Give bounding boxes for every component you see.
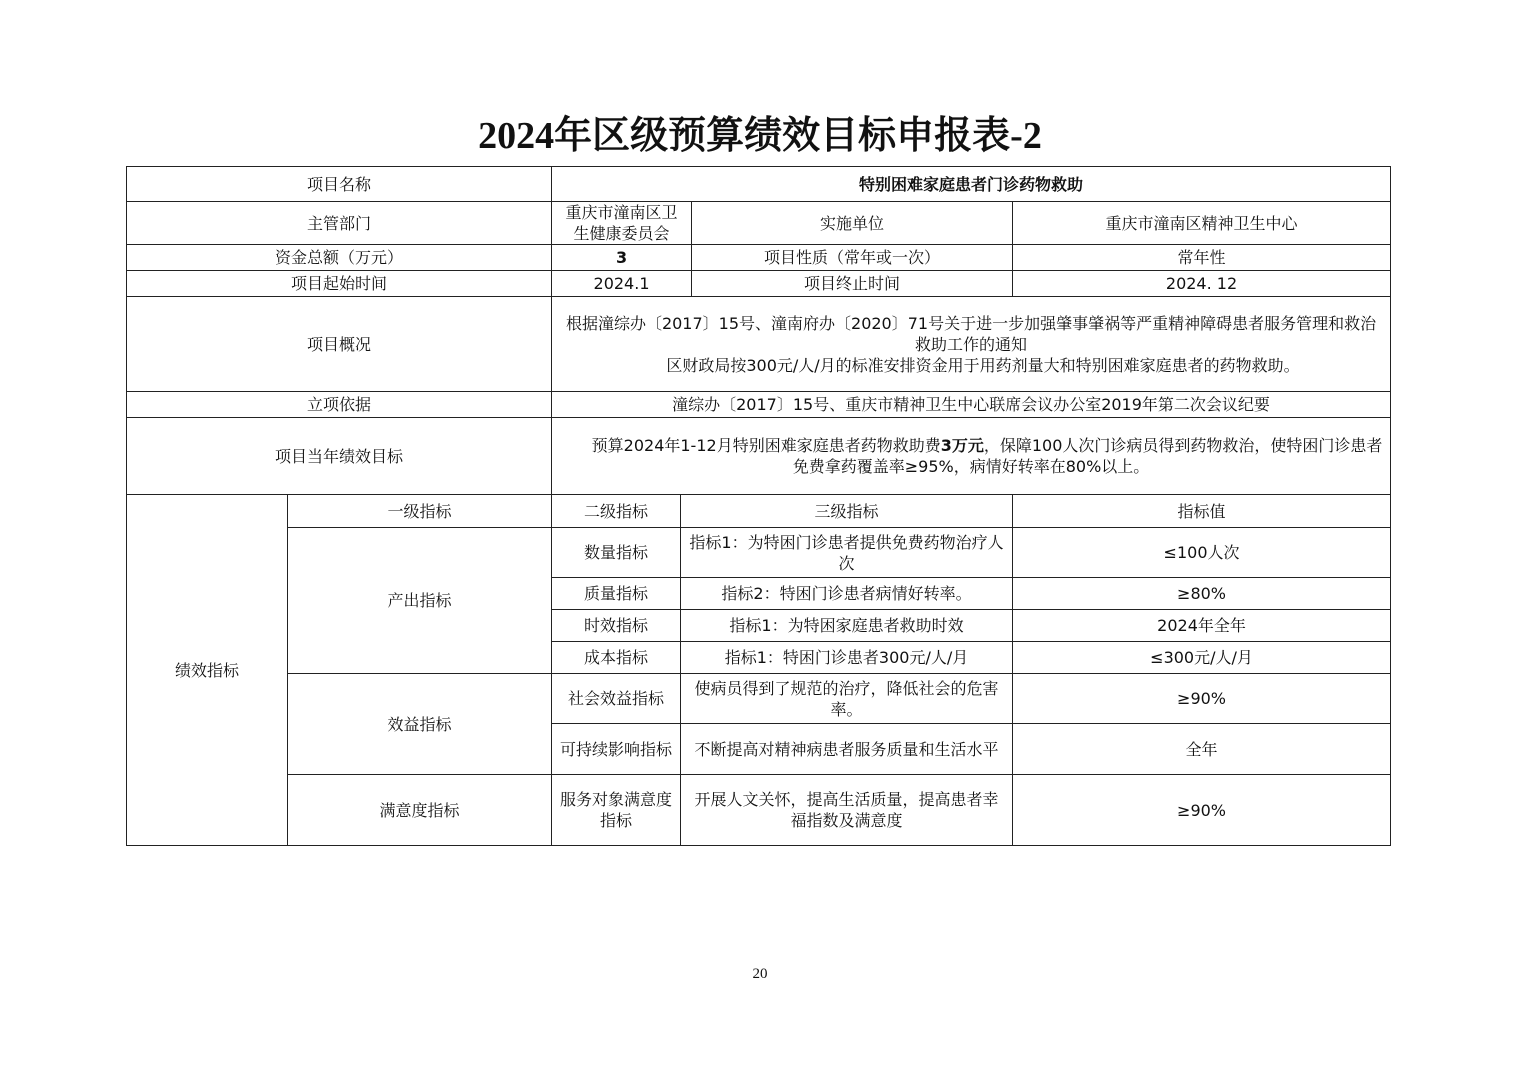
indicator-row [127,674,1391,724]
output-indicator-label: 产出指标 [288,528,552,674]
indicator-row [127,528,1391,578]
overview-line-1: 根据潼综办〔2017〕15号、潼南府办〔2020〕71号关于进一步加强肇事肇祸等严重精神障碍患者服务管理和救治救助工作的通知 [565,313,1377,354]
row-project-name [127,167,1391,202]
row-time [127,271,1391,297]
start-value: 2024.1 [552,271,692,297]
goal-amount: 3万元 [940,436,984,455]
value-cell: ≥90% [1013,674,1391,724]
level2-cell: 数量指标 [552,528,681,578]
value-cell: 2024年全年 [1013,610,1391,642]
level3-cell: 使病员得到了规范的治疗，降低社会的危害率。 [681,674,1013,724]
overview-line-2: 区财政局按300元/人/月的标准安排资金用于用药剂量大和特别困难家庭患者的药物救助。 [666,355,1300,375]
unit-label: 实施单位 [692,202,1013,245]
overview-label: 项目概况 [127,297,552,392]
header-value: 指标值 [1013,495,1391,528]
level2-cell: 质量指标 [552,578,681,610]
level2-cell: 社会效益指标 [552,674,681,724]
basis-label: 立项依据 [127,392,552,418]
indicator-row [127,775,1391,846]
row-fund [127,245,1391,271]
header-level2: 二级指标 [552,495,681,528]
fund-label: 资金总额（万元） [127,245,552,271]
basis-value: 潼综办〔2017〕15号、重庆市精神卫生中心联席会议办公室2019年第二次会议纪要 [552,392,1391,418]
value-cell: 全年 [1013,724,1391,775]
budget-performance-table [126,166,1391,846]
row-department [127,202,1391,245]
level3-cell: 指标1：为特困门诊患者提供免费药物治疗人次 [681,528,1013,578]
header-level3: 三级指标 [681,495,1013,528]
project-name-value: 特别困难家庭患者门诊药物救助 [552,167,1391,202]
performance-indicators-label: 绩效指标 [127,495,288,846]
goal-text-end: ，保障100人次门诊病员得到药物救治，使特困门诊患者免费拿药覆盖率≥95%，病情好转率在80%以上。 [792,436,1383,476]
value-cell: ≥90% [1013,775,1391,846]
level3-cell: 开展人文关怀，提高生活质量，提高患者幸福指数及满意度 [681,775,1013,846]
dept-value: 重庆市潼南区卫生健康委员会 [552,202,692,245]
value-cell: ≥80% [1013,578,1391,610]
unit-value: 重庆市潼南区精神卫生中心 [1013,202,1391,245]
end-value: 2024. 12 [1013,271,1391,297]
goal-text-start: 预算2024年1-12月特别困难家庭患者药物救助费 [591,436,941,455]
overview-value [552,297,1391,392]
level3-cell: 不断提高对精神病患者服务质量和生活水平 [681,724,1013,775]
level3-cell: 指标1：为特困家庭患者救助时效 [681,610,1013,642]
row-basis [127,392,1391,418]
goal-value [552,418,1391,495]
end-label: 项目终止时间 [692,271,1013,297]
page-title: 2024年区级预算绩效目标申报表-2 [478,115,1042,157]
row-overview [127,297,1391,392]
row-goal [127,418,1391,495]
level2-cell: 成本指标 [552,642,681,674]
satisfaction-indicator-label: 满意度指标 [288,775,552,846]
level3-cell: 指标1：特困门诊患者300元/人/月 [681,642,1013,674]
level2-cell: 可持续影响指标 [552,724,681,775]
fund-value: 3 [552,245,692,271]
benefit-indicator-label: 效益指标 [288,674,552,775]
dept-label: 主管部门 [127,202,552,245]
header-level1: 一级指标 [288,495,552,528]
level2-cell: 服务对象满意度指标 [552,775,681,846]
value-cell: ≤100人次 [1013,528,1391,578]
nature-label: 项目性质（常年或一次） [692,245,1013,271]
goal-label: 项目当年绩效目标 [127,418,552,495]
level3-cell: 指标2：特困门诊患者病情好转率。 [681,578,1013,610]
value-cell: ≤300元/人/月 [1013,642,1391,674]
page-number: 20 [752,966,768,982]
start-label: 项目起始时间 [127,271,552,297]
project-name-label: 项目名称 [127,167,552,202]
row-indicator-headers [127,495,1391,528]
nature-value: 常年性 [1013,245,1391,271]
level2-cell: 时效指标 [552,610,681,642]
